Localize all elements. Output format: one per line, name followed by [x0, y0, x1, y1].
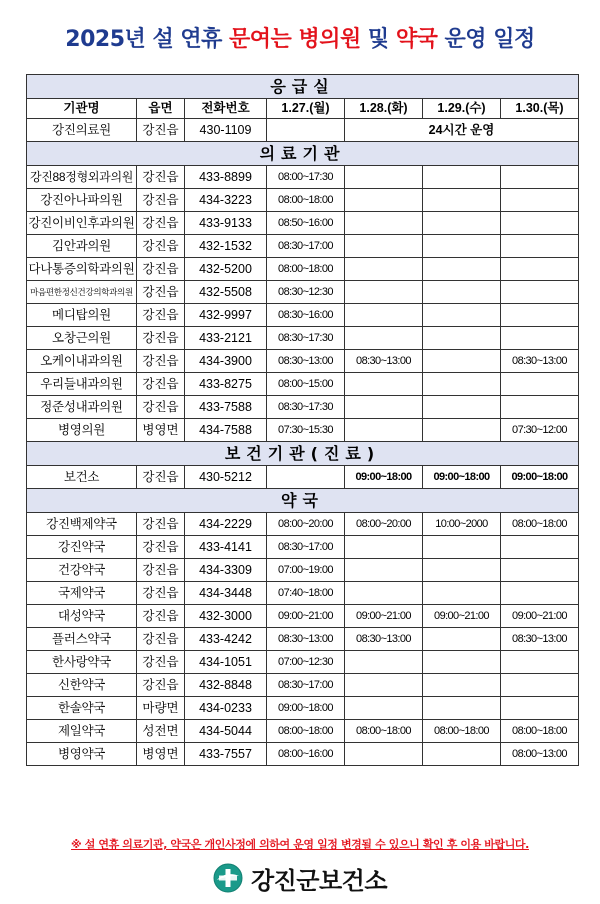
facility-area: 성전면: [137, 720, 185, 743]
table-row: [27, 419, 579, 442]
table-row: [27, 674, 579, 697]
hours-day1: 08:00~18:00: [267, 720, 345, 743]
facility-phone: 430-1109: [185, 119, 267, 142]
facility-phone: 432-9997: [185, 304, 267, 327]
page-title: [0, 22, 600, 53]
facility-phone: 434-0233: [185, 697, 267, 720]
facility-area: 강진읍: [137, 559, 185, 582]
facility-area: 강진읍: [137, 466, 185, 489]
hours-day3: [423, 166, 501, 189]
hours-day3: 10:00~2000: [423, 513, 501, 536]
hours-day4: [501, 651, 579, 674]
facility-name: 국제약국: [27, 582, 137, 605]
schedule-body: [27, 75, 579, 766]
hours-day2: 08:30~13:00: [345, 350, 423, 373]
hours-day2: [345, 166, 423, 189]
hours-day2: [345, 235, 423, 258]
hours-day2: [345, 327, 423, 350]
facility-area: 병영면: [137, 743, 185, 766]
hours-day2: [345, 281, 423, 304]
facility-name: 플러스약국: [27, 628, 137, 651]
section-health-center: [27, 442, 579, 466]
facility-area: 강진읍: [137, 651, 185, 674]
facility-name: 건강약국: [27, 559, 137, 582]
table-row: [27, 582, 579, 605]
table-row: [27, 466, 579, 489]
hours-day3: [423, 743, 501, 766]
facility-phone: 432-1532: [185, 235, 267, 258]
col-header-day1: 1.27.(월): [267, 99, 345, 119]
title-and: 및: [367, 27, 389, 52]
hours-day4: 09:00~21:00: [501, 605, 579, 628]
hours-day1: 08:00~20:00: [267, 513, 345, 536]
hours-day4: [501, 235, 579, 258]
facility-area: 강진읍: [137, 582, 185, 605]
facility-name: 우리들내과의원: [27, 373, 137, 396]
facility-phone: 433-2121: [185, 327, 267, 350]
schedule-table: [26, 74, 579, 766]
table-row: [27, 327, 579, 350]
hours-day1: 08:00~18:00: [267, 258, 345, 281]
facility-area: 강진읍: [137, 628, 185, 651]
hours-day3: [423, 651, 501, 674]
col-header-day2: 1.28.(화): [345, 99, 423, 119]
facility-area: 강진읍: [137, 327, 185, 350]
table-row: [27, 258, 579, 281]
facility-phone: 433-4141: [185, 536, 267, 559]
facility-area: 강진읍: [137, 281, 185, 304]
hours-day4: [501, 327, 579, 350]
table-row: [27, 513, 579, 536]
section-title: 응급실: [27, 75, 579, 99]
section-title: 의료기관: [27, 142, 579, 166]
hours-day1: 08:00~18:00: [267, 189, 345, 212]
facility-name: 정준성내과의원: [27, 396, 137, 419]
table-row: [27, 559, 579, 582]
hours-day2: [345, 212, 423, 235]
facility-name: 제일약국: [27, 720, 137, 743]
hours-day1: [267, 466, 345, 489]
facility-phone: 434-3448: [185, 582, 267, 605]
section-medical: [27, 142, 579, 166]
section-pharmacy: [27, 489, 579, 513]
hours-day1: 08:30~17:00: [267, 235, 345, 258]
table-row: [27, 396, 579, 419]
hours-day1: 08:30~16:00: [267, 304, 345, 327]
hours-day3: [423, 396, 501, 419]
col-header-day3: 1.29.(수): [423, 99, 501, 119]
facility-phone: 432-5200: [185, 258, 267, 281]
hours-day4: 08:00~18:00: [501, 720, 579, 743]
hours-day4: [501, 697, 579, 720]
facility-phone: 434-7588: [185, 419, 267, 442]
facility-name: 병영약국: [27, 743, 137, 766]
hours-24: 24시간 운영: [345, 119, 579, 142]
facility-area: 강진읍: [137, 373, 185, 396]
hours-day2: [345, 258, 423, 281]
title-open: 문여는: [229, 27, 292, 52]
table-row: [27, 212, 579, 235]
facility-name: 강진백제약국: [27, 513, 137, 536]
facility-name: 한사랑약국: [27, 651, 137, 674]
hours-day3: [423, 304, 501, 327]
facility-phone: 434-1051: [185, 651, 267, 674]
facility-name: 강진이비인후과의원: [27, 212, 137, 235]
hours-day3: [423, 582, 501, 605]
hours-day3: [423, 212, 501, 235]
hours-day4: [501, 258, 579, 281]
facility-name: 오창근의원: [27, 327, 137, 350]
hours-day2: 08:00~20:00: [345, 513, 423, 536]
facility-area: 강진읍: [137, 258, 185, 281]
hours-day1: 09:00~21:00: [267, 605, 345, 628]
health-center-logo-icon: [213, 863, 243, 893]
facility-area: 강진읍: [137, 674, 185, 697]
hours-day4: [501, 559, 579, 582]
title-year: 2025년 설 연휴: [65, 27, 222, 52]
hours-day3: [423, 327, 501, 350]
hours-day1: 07:00~12:30: [267, 651, 345, 674]
hours-day2: [345, 396, 423, 419]
title-pharmacy: 약국: [395, 27, 438, 52]
hours-day3: [423, 281, 501, 304]
hours-day4: 08:00~13:00: [501, 743, 579, 766]
table-row: [27, 628, 579, 651]
facility-area: 강진읍: [137, 119, 185, 142]
hours-day3: [423, 373, 501, 396]
facility-phone: 432-3000: [185, 605, 267, 628]
facility-phone: 434-3900: [185, 350, 267, 373]
hours-day4: [501, 396, 579, 419]
facility-area: 강진읍: [137, 235, 185, 258]
hours-day1: 07:00~19:00: [267, 559, 345, 582]
table-row: [27, 720, 579, 743]
table-row: [27, 536, 579, 559]
facility-name: 병영의원: [27, 419, 137, 442]
hours-day2: [345, 189, 423, 212]
hours-day1: 08:30~17:00: [267, 674, 345, 697]
facility-phone: 434-3309: [185, 559, 267, 582]
facility-name: 다나통증의학과의원: [27, 258, 137, 281]
header-row: [27, 99, 579, 119]
hours-day2: [345, 582, 423, 605]
facility-phone: 432-8848: [185, 674, 267, 697]
hours-day4: 08:00~18:00: [501, 513, 579, 536]
facility-phone: 430-5212: [185, 466, 267, 489]
facility-name: 강진아나파의원: [27, 189, 137, 212]
hours-day2: 09:00~18:00: [345, 466, 423, 489]
facility-phone: 434-2229: [185, 513, 267, 536]
facility-name: 보건소: [27, 466, 137, 489]
section-title: 보건기관(진료): [27, 442, 579, 466]
facility-name: 강진의료원: [27, 119, 137, 142]
table-row: [27, 235, 579, 258]
hours-day4: [501, 304, 579, 327]
table-row: [27, 119, 579, 142]
facility-name: 오케이내과의원: [27, 350, 137, 373]
facility-area: 병영면: [137, 419, 185, 442]
hours-day3: 09:00~21:00: [423, 605, 501, 628]
hours-day4: 08:30~13:00: [501, 350, 579, 373]
facility-area: 마량면: [137, 697, 185, 720]
hours-day1: 08:50~16:00: [267, 212, 345, 235]
hours-day1: 07:30~15:30: [267, 419, 345, 442]
table-row: [27, 189, 579, 212]
hours-day3: [423, 235, 501, 258]
hours-day1: 08:30~12:30: [267, 281, 345, 304]
hours-day1: 09:00~18:00: [267, 697, 345, 720]
facility-name: 신한약국: [27, 674, 137, 697]
hours-day2: 09:00~21:00: [345, 605, 423, 628]
facility-name: 대성약국: [27, 605, 137, 628]
hours-day4: [501, 373, 579, 396]
hours-day1: 08:00~15:00: [267, 373, 345, 396]
hours-day3: [423, 559, 501, 582]
hours-day3: [423, 258, 501, 281]
hours-day2: [345, 697, 423, 720]
hours-day2: [345, 304, 423, 327]
hours-day2: [345, 559, 423, 582]
hours-day3: 09:00~18:00: [423, 466, 501, 489]
col-header-name: 기관명: [27, 99, 137, 119]
facility-name: 강진약국: [27, 536, 137, 559]
facility-phone: 433-8899: [185, 166, 267, 189]
hours-day4: [501, 674, 579, 697]
facility-area: 강진읍: [137, 212, 185, 235]
col-header-phone: 전화번호: [185, 99, 267, 119]
facility-name: 마음편한정신건강의학과의원: [27, 281, 137, 304]
hours-day3: [423, 628, 501, 651]
hours-day1: 08:00~16:00: [267, 743, 345, 766]
table-row: [27, 350, 579, 373]
hours-day3: [423, 674, 501, 697]
facility-area: 강진읍: [137, 605, 185, 628]
hours-day1: 08:30~17:00: [267, 536, 345, 559]
hours-day1: 08:30~13:00: [267, 350, 345, 373]
hours-day2: 08:00~18:00: [345, 720, 423, 743]
hours-day2: 08:30~13:00: [345, 628, 423, 651]
hours-day3: [423, 536, 501, 559]
hours-day2: [345, 743, 423, 766]
facility-phone: 433-9133: [185, 212, 267, 235]
notice-text: ※ 설 연휴 의료기관, 약국은 개인사정에 의하여 운영 일정 변경될 수 있으니 확인 후 이용 바랍니다.: [71, 838, 529, 851]
hours-day2: [345, 373, 423, 396]
hours-day3: [423, 419, 501, 442]
facility-area: 강진읍: [137, 513, 185, 536]
org-name: 강진군보건소: [250, 866, 388, 895]
table-row: [27, 373, 579, 396]
hours-day3: [423, 697, 501, 720]
hours-day2: [345, 651, 423, 674]
col-header-day4: 1.30.(목): [501, 99, 579, 119]
hours-day1: 08:30~17:30: [267, 396, 345, 419]
facility-area: 강진읍: [137, 350, 185, 373]
table-row: [27, 281, 579, 304]
col-header-area: 읍면: [137, 99, 185, 119]
hours-day1: 08:30~13:00: [267, 628, 345, 651]
facility-name: 한솔약국: [27, 697, 137, 720]
facility-phone: 432-5508: [185, 281, 267, 304]
facility-name: 강진88정형외과의원: [27, 166, 137, 189]
table-row: [27, 304, 579, 327]
hours-day4: 09:00~18:00: [501, 466, 579, 489]
hours-day4: [501, 281, 579, 304]
facility-phone: 433-8275: [185, 373, 267, 396]
hours-day3: 08:00~18:00: [423, 720, 501, 743]
facility-phone: 434-3223: [185, 189, 267, 212]
hours-day4: 08:30~13:00: [501, 628, 579, 651]
hours-day4: 07:30~12:00: [501, 419, 579, 442]
hours-day4: [501, 582, 579, 605]
section-emergency: [27, 75, 579, 99]
hours-day4: [501, 536, 579, 559]
hours-day4: [501, 212, 579, 235]
facility-phone: 433-7557: [185, 743, 267, 766]
section-title: 약국: [27, 489, 579, 513]
facility-area: 강진읍: [137, 189, 185, 212]
hours-day2: [345, 536, 423, 559]
facility-phone: 433-4242: [185, 628, 267, 651]
hours-day4: [501, 189, 579, 212]
hours-day3: [423, 350, 501, 373]
table-row: [27, 651, 579, 674]
facility-name: 메디탑의원: [27, 304, 137, 327]
hours-day1: 07:40~18:00: [267, 582, 345, 605]
hours-day2: [345, 674, 423, 697]
table-row: [27, 166, 579, 189]
table-row: [27, 697, 579, 720]
facility-area: 강진읍: [137, 536, 185, 559]
facility-phone: 433-7588: [185, 396, 267, 419]
title-rest: 운영 일정: [444, 27, 535, 52]
hours-day1: 08:30~17:30: [267, 327, 345, 350]
hours-day2: [345, 419, 423, 442]
table-row: [27, 743, 579, 766]
hours-day3: [423, 189, 501, 212]
footer: [0, 860, 600, 896]
facility-name: 김안과의원: [27, 235, 137, 258]
facility-area: 강진읍: [137, 166, 185, 189]
facility-phone: 434-5044: [185, 720, 267, 743]
facility-area: 강진읍: [137, 304, 185, 327]
hours-day4: [501, 166, 579, 189]
title-clinic: 병의원: [298, 27, 361, 52]
table-row: [27, 605, 579, 628]
facility-area: 강진읍: [137, 396, 185, 419]
hours-day1: 08:00~17:30: [267, 166, 345, 189]
empty-cell: [267, 119, 345, 142]
